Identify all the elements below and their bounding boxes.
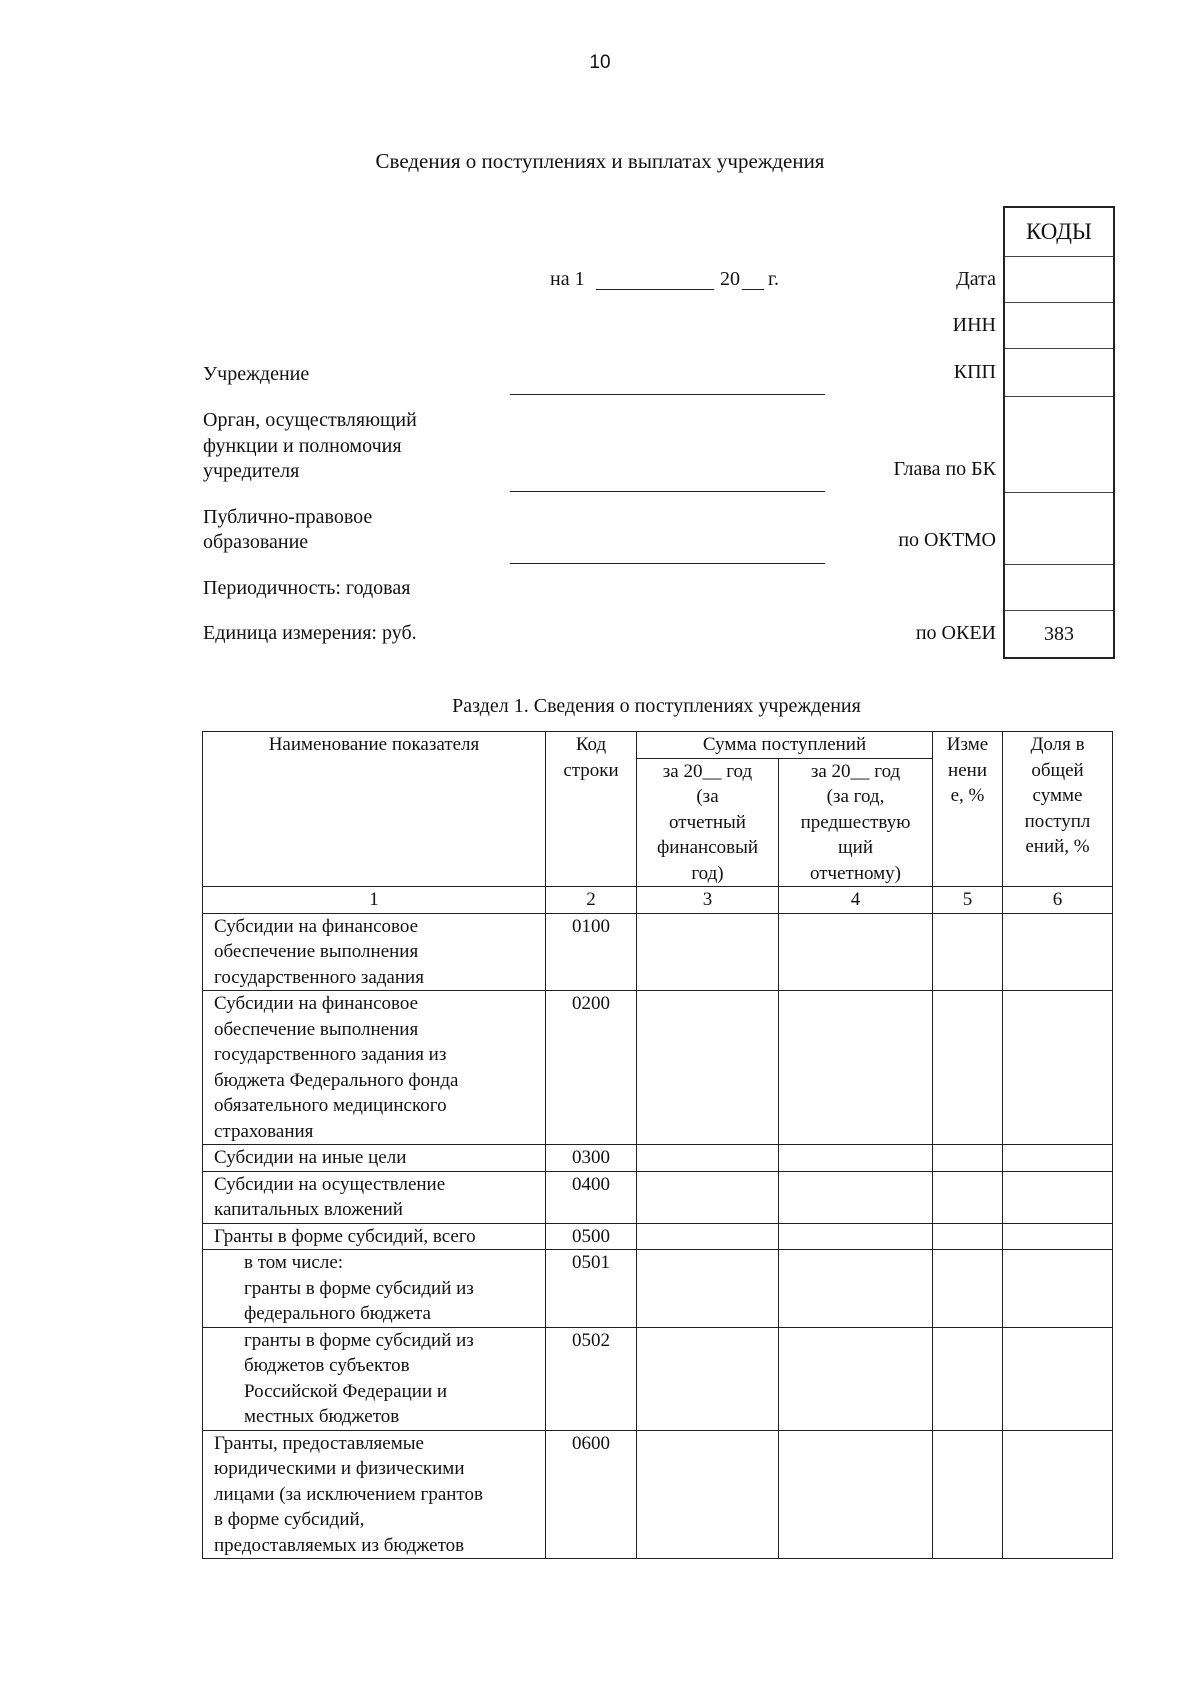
label-institution: Учреждение	[203, 363, 310, 385]
header-col3-l5: год)	[691, 862, 724, 884]
header-col6-l5: ений, %	[1025, 836, 1090, 857]
row-name	[203, 913, 546, 991]
public-entity-field[interactable]	[510, 563, 825, 565]
row-name-line: юридическими и физическими	[214, 1458, 465, 1479]
label-oktmo: по ОКТМО	[898, 529, 996, 551]
cell-change-percent[interactable]	[933, 1250, 1003, 1328]
header-col3-l1: за 20__ год	[662, 760, 753, 782]
cell-sum-current-year[interactable]	[637, 991, 779, 1145]
column-numbers-row	[203, 887, 1113, 914]
row-name	[203, 1223, 546, 1250]
cell-change-percent[interactable]	[933, 913, 1003, 991]
receipts-table	[202, 731, 1113, 1559]
row-name-line: обеспечение выполнения	[214, 1018, 419, 1040]
cell-sum-previous-year[interactable]	[779, 1430, 933, 1559]
label-public-l1: Публично-правовое	[203, 506, 373, 528]
row-name	[203, 1145, 546, 1172]
code-inn[interactable]	[1005, 302, 1113, 348]
cell-sum-previous-year[interactable]	[779, 1171, 933, 1223]
cell-sum-previous-year[interactable]	[779, 991, 933, 1145]
institution-field[interactable]	[510, 394, 825, 396]
col-number: 1	[203, 887, 546, 914]
table-row	[203, 1327, 1113, 1430]
header-col4-l3: предшествую	[800, 811, 911, 833]
col-number: 2	[546, 887, 637, 914]
cell-change-percent[interactable]	[933, 1145, 1003, 1172]
label-public-l2: образование	[203, 531, 309, 553]
table-row	[203, 1145, 1113, 1172]
date-day-month-field[interactable]	[596, 289, 714, 291]
row-name-line: Гранты в форме субсидий, всего	[214, 1225, 476, 1247]
row-name-line: обеспечение выполнения	[214, 941, 419, 962]
row-name-line: лицами (за исключением грантов	[214, 1483, 483, 1505]
cell-sum-previous-year[interactable]	[779, 1327, 933, 1430]
codes-header: КОДЫ	[1026, 219, 1092, 244]
row-code: 0400	[546, 1171, 637, 1223]
row-name-line: государственного задания	[214, 966, 424, 988]
row-code: 0600	[546, 1430, 637, 1559]
table-row	[203, 1223, 1113, 1250]
table-row	[203, 991, 1113, 1145]
table-row	[203, 1430, 1113, 1559]
row-code: 0501	[546, 1250, 637, 1328]
label-kpp: КПП	[953, 361, 996, 383]
cell-sum-current-year[interactable]	[637, 1327, 779, 1430]
header-col3-l3: отчетный	[669, 811, 746, 833]
row-name-line: федерального бюджета	[244, 1303, 431, 1324]
col-number: 3	[637, 887, 779, 914]
header-col4	[779, 758, 933, 887]
cell-sum-current-year[interactable]	[637, 1171, 779, 1223]
code-period[interactable]	[1005, 564, 1113, 610]
header-col3	[637, 758, 779, 887]
header-col6-l2: общей	[1031, 759, 1084, 781]
header-col5-l3: е, %	[950, 785, 985, 806]
header-sum-text: Сумма поступлений	[702, 734, 867, 755]
row-code: 0500	[546, 1223, 637, 1250]
header-col4-l4: щий	[838, 837, 873, 858]
cell-share-percent[interactable]	[1003, 913, 1113, 991]
row-name-line: гранты в форме субсидий из	[244, 1277, 474, 1299]
header-col3-l2: (за	[696, 786, 719, 807]
label-founder-l1: Орган, осуществляющий	[203, 409, 417, 431]
cell-change-percent[interactable]	[933, 1171, 1003, 1223]
cell-share-percent[interactable]	[1003, 1250, 1113, 1328]
row-name-line: бюджетов субъектов	[244, 1355, 410, 1376]
header-code	[546, 732, 637, 887]
label-date: Дата	[956, 268, 996, 290]
cell-share-percent[interactable]	[1003, 1327, 1113, 1430]
code-okei: 383	[1005, 610, 1113, 657]
row-name	[203, 991, 546, 1145]
row-name-line: Субсидии на иные цели	[214, 1147, 407, 1168]
founder-field[interactable]	[510, 491, 825, 493]
row-name-line: предоставляемых из бюджетов	[214, 1534, 465, 1556]
code-oktmo[interactable]	[1005, 492, 1113, 564]
header-col5-l2: нени	[948, 759, 987, 781]
cell-change-percent[interactable]	[933, 1223, 1003, 1250]
cell-share-percent[interactable]	[1003, 991, 1113, 1145]
date-year-suffix: г.	[768, 268, 779, 290]
code-glava[interactable]	[1005, 396, 1113, 492]
header-name	[203, 732, 546, 887]
section-title: Раздел 1. Сведения о поступлениях учреждения	[452, 695, 861, 717]
header-code-l1: Код	[575, 734, 607, 755]
header-col4-l2: (за год,	[826, 786, 885, 807]
cell-share-percent[interactable]	[1003, 1171, 1113, 1223]
cell-sum-current-year[interactable]	[637, 1145, 779, 1172]
row-name-line: Субсидии на финансовое	[214, 915, 419, 937]
col-number: 6	[1003, 887, 1113, 914]
header-share	[1003, 732, 1113, 887]
codes-box	[1003, 206, 1115, 659]
cell-sum-current-year[interactable]	[637, 1430, 779, 1559]
page-title: Сведения о поступлениях и выплатах учреждения	[375, 149, 825, 173]
row-name-line: Субсидии на осуществление	[214, 1173, 446, 1195]
label-glava: Глава по БК	[893, 458, 996, 480]
cell-change-percent[interactable]	[933, 1430, 1003, 1559]
cell-sum-previous-year[interactable]	[779, 913, 933, 991]
code-date[interactable]	[1005, 256, 1113, 302]
cell-sum-current-year[interactable]	[637, 1250, 779, 1328]
row-name	[203, 1327, 546, 1430]
label-unit: Единица измерения: руб.	[203, 622, 417, 644]
header-change	[933, 732, 1003, 887]
row-name-line: местных бюджетов	[244, 1406, 400, 1427]
row-name-line: страхования	[214, 1120, 314, 1142]
cell-sum-current-year[interactable]	[637, 913, 779, 991]
cell-change-percent[interactable]	[933, 1327, 1003, 1430]
table-row	[203, 1250, 1113, 1328]
header-name-text: Наименование показателя	[268, 734, 480, 755]
row-code: 0502	[546, 1327, 637, 1430]
row-name-line: Российской Федерации и	[244, 1380, 448, 1402]
date-year-prefix: 20	[720, 268, 740, 290]
row-code: 0100	[546, 913, 637, 991]
col-number: 5	[933, 887, 1003, 914]
header-col4-l1: за 20__ год	[810, 760, 901, 782]
header-col6-l3: сумме	[1032, 785, 1083, 806]
label-periodicity: Периодичность: годовая	[203, 577, 411, 599]
cell-sum-previous-year[interactable]	[779, 1145, 933, 1172]
row-name-line: гранты в форме субсидий из	[244, 1329, 474, 1351]
row-name-line: бюджета Федерального фонда	[214, 1069, 459, 1091]
row-code: 0200	[546, 991, 637, 1145]
header-col6-l1: Доля в	[1030, 734, 1085, 755]
row-name	[203, 1250, 546, 1328]
row-name-line: государственного задания из	[214, 1044, 447, 1065]
date-year-field[interactable]	[742, 289, 764, 291]
cell-change-percent[interactable]	[933, 991, 1003, 1145]
label-okei: по ОКЕИ	[915, 622, 996, 644]
row-name-line: Гранты, предоставляемые	[214, 1432, 424, 1454]
date-prefix: на 1	[550, 268, 585, 290]
label-founder-l3: учредителя	[203, 460, 300, 482]
header-col5-l1: Изме	[946, 734, 989, 755]
row-code: 0300	[546, 1145, 637, 1172]
row-name-line: в том числе:	[244, 1252, 344, 1273]
row-name	[203, 1171, 546, 1223]
row-name-line: обязательного медицинского	[214, 1095, 447, 1116]
header-col6-l4: поступл	[1024, 810, 1091, 832]
col-number: 4	[779, 887, 933, 914]
row-name-line: капитальных вложений	[214, 1199, 403, 1220]
code-kpp[interactable]	[1005, 348, 1113, 396]
page-number: 10	[589, 52, 611, 73]
cell-share-percent[interactable]	[1003, 1223, 1113, 1250]
row-name-line: в форме субсидий,	[214, 1509, 365, 1530]
header-col3-l4: финансовый	[656, 837, 759, 858]
header-sum	[637, 732, 933, 759]
cell-share-percent[interactable]	[1003, 1145, 1113, 1172]
cell-sum-current-year[interactable]	[637, 1223, 779, 1250]
cell-share-percent[interactable]	[1003, 1430, 1113, 1559]
row-name-line: Субсидии на финансовое	[214, 993, 419, 1014]
table-row	[203, 913, 1113, 991]
cell-sum-previous-year[interactable]	[779, 1250, 933, 1328]
label-inn: ИНН	[952, 314, 996, 336]
table-header-row-1	[203, 732, 1113, 759]
table-row	[203, 1171, 1113, 1223]
label-founder-l2: функции и полномочия	[203, 435, 402, 457]
cell-sum-previous-year[interactable]	[779, 1223, 933, 1250]
header-code-l2: строки	[563, 759, 619, 781]
header-col4-l5: отчетному)	[810, 862, 902, 884]
row-name	[203, 1430, 546, 1559]
